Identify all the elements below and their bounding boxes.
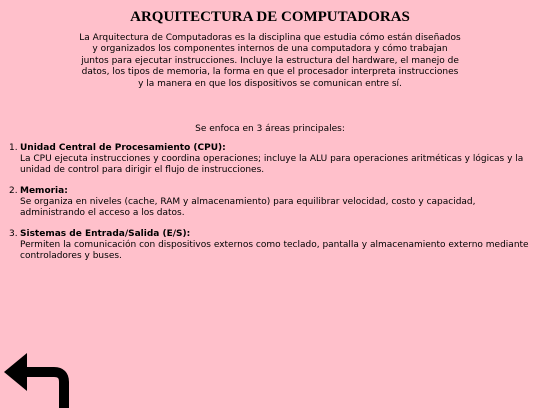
area-title: Sistemas de Entrada/Salida (E/S): <box>20 229 191 239</box>
intro-paragraph: La Arquitectura de Computadoras es la disciplina que estudia cómo están diseñados y organizados los componentes internos de una computadora y cómo trabajan juntos para ejecutar instrucciones. Incluye la estructura del hardware, el manejo de datos, los tipos de memoria, la forma en que el procesador interpreta instrucciones y la manera en que los dispositivos se comunican entre sí. <box>79 33 461 89</box>
area-item-cpu <box>9 143 531 176</box>
area-description: Se organiza en niveles (cache, RAM y almacenamiento) para equilibrar velocidad, costo y capacidad, administrando el acceso a los datos. <box>20 197 476 218</box>
area-title: Memoria: <box>20 186 68 196</box>
area-number: 3. <box>9 229 18 239</box>
area-item-io <box>9 229 531 262</box>
area-description: Permiten la comunicación con dispositivos externos como teclado, pantalla y almacenamiento externo mediante controladores y buses. <box>20 240 529 261</box>
page-title: ARQUITECTURA DE COMPUTADORAS <box>130 9 410 25</box>
focus-statement: Se enfoca en 3 áreas principales: <box>195 124 345 134</box>
area-description: La CPU ejecuta instrucciones y coordina operaciones; incluye la ALU para operaciones aritméticas y lógicas y la unidad de control para dirigir el flujo de instrucciones. <box>20 154 524 175</box>
area-item-memory <box>9 186 531 219</box>
areas-list <box>9 143 531 272</box>
return-arrow-icon[interactable] <box>2 346 70 408</box>
area-number: 1. <box>9 143 18 153</box>
area-number: 2. <box>9 186 18 196</box>
area-title: Unidad Central de Procesamiento (CPU): <box>20 143 226 153</box>
return-arrow-icon <box>2 346 70 408</box>
